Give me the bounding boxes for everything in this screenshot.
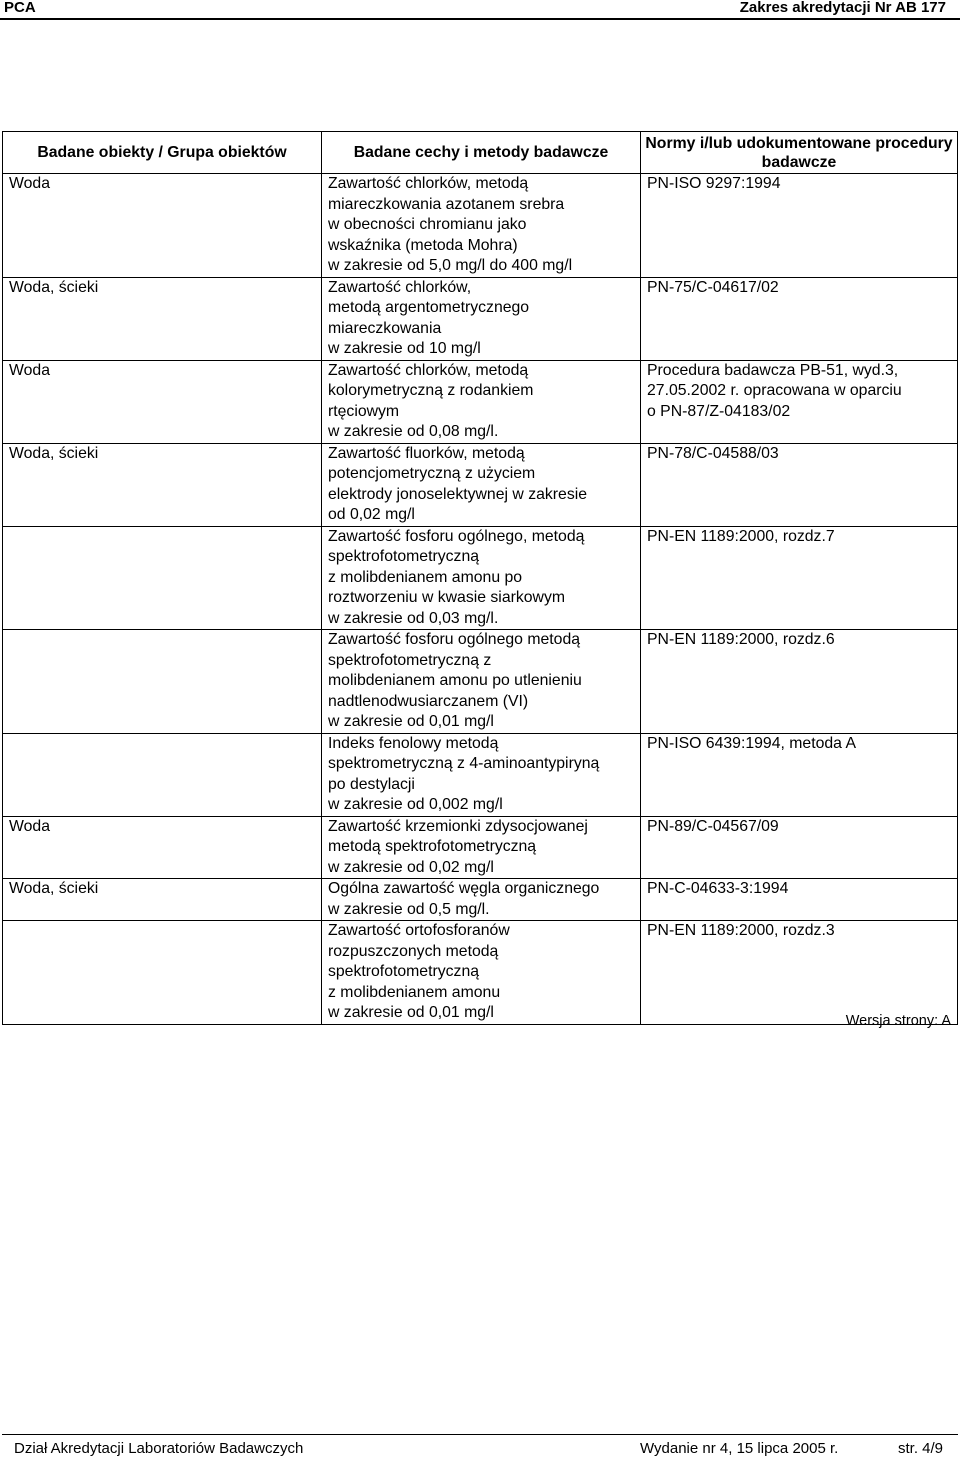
method-line: Zawartość chlorków, [328,278,472,296]
method-line: z molibdenianem amonu [328,983,501,1001]
method-line: Zawartość chlorków, metodą [328,175,529,192]
page-header [0,0,960,20]
method-line: Zawartość fosforu ogólnego, metodą [328,527,585,545]
header-org: PCA [4,0,36,16]
norm-line: PN-78/C-04588/03 [647,444,779,462]
method-cell [322,733,641,816]
method-line: od 0,02 mg/l [328,506,415,523]
norm-cell [641,921,958,1025]
norm-line: PN-ISO 9297:1994 [647,175,781,192]
object-cell: Woda [3,174,322,278]
column-header-methods: Badane cechy i metody badawcze [322,132,641,174]
method-cell [322,443,641,526]
method-line: w zakresie od 0,01 mg/l [328,713,494,730]
object-cell [3,921,322,1025]
method-cell [322,921,641,1025]
method-cell [322,816,641,879]
table-row [3,733,958,816]
method-cell [322,277,641,360]
table-row [3,277,958,360]
method-line: Zawartość fluorków, metodą [328,444,525,462]
table-row [3,360,958,443]
object-cell [3,526,322,630]
norm-line: PN-C-04633-3:1994 [647,880,789,897]
table-row [3,879,958,921]
method-cell [322,360,641,443]
method-cell [322,526,641,630]
norm-line: PN-89/C-04567/09 [647,817,779,835]
norm-line: PN-EN 1189:2000, rozdz.7 [647,527,835,545]
method-line: wskaźnika (metoda Mohra) [328,236,518,254]
method-line: po destylacji [328,775,415,793]
method-line: miareczkowania azotanem srebra [328,195,565,213]
norm-cell [641,174,958,278]
method-line: metodą spektrofotometryczną [328,838,537,855]
object-cell [3,630,322,734]
method-line: spektrofotometryczną [328,963,480,980]
method-line: z molibdenianem amonu po [328,568,523,586]
method-line: rtęciowym [328,402,400,420]
method-line: w zakresie od 10 mg/l [328,340,481,357]
method-line: w zakresie od 0,08 mg/l. [328,423,499,440]
method-line: Zawartość krzemionki zdysocjowanej [328,817,588,835]
object-cell [3,733,322,816]
method-cell [322,174,641,278]
footer-edition: Wydanie nr 4, 15 lipca 2005 r. [640,1440,839,1457]
column-header-objects: Badane obiekty / Grupa obiektów [3,132,322,174]
accreditation-table [2,131,958,1025]
header-title: Zakres akredytacji Nr AB 177 [739,0,946,16]
method-line: Zawartość fosforu ogólnego metodą [328,631,581,648]
method-line: w obecności chromianu jako [328,216,527,233]
method-line: Ogólna zawartość węgla organicznego [328,880,600,897]
method-line: elektrody jonoselektywnej w zakresie [328,485,588,503]
norm-cell [641,879,958,921]
method-line: kolorymetryczną z rodankiem [328,382,534,399]
footer-page-number: str. 4/9 [898,1440,944,1457]
column-header-norms: Normy i/lub udokumentowane procedury badawcze [641,132,958,174]
norm-cell [641,526,958,630]
method-cell [322,879,641,921]
method-line: potencjometryczną z użyciem [328,465,536,482]
method-cell [322,630,641,734]
method-line: miareczkowania [328,319,442,337]
norm-cell [641,277,958,360]
norm-line: o PN-87/Z-04183/02 [647,402,791,420]
footer-department: Dział Akredytacji Laboratoriów Badawczych [14,1440,304,1457]
table-header-row [3,132,958,174]
method-line: Zawartość ortofosforanów [328,922,510,939]
norm-line: Procedura badawcza PB-51, wyd.3, [647,361,899,379]
norm-line: PN-EN 1189:2000, rozdz.3 [647,922,835,939]
norm-cell [641,360,958,443]
norm-line: PN-EN 1189:2000, rozdz.6 [647,631,835,648]
norm-cell [641,816,958,879]
method-line: Indeks fenolowy metodą [328,734,499,752]
footer-divider [2,1434,958,1435]
method-line: spektrofotometryczną z [328,651,492,669]
method-line: molibdenianem amonu po utlenieniu [328,672,582,689]
table-row [3,630,958,734]
method-line: spektrofotometryczną [328,548,480,565]
object-cell: Woda, ścieki [3,443,322,526]
table-body [3,174,958,1025]
method-line: nadtlenodwusiarczanem (VI) [328,692,529,710]
object-cell: Woda [3,360,322,443]
object-cell: Woda, ścieki [3,879,322,921]
table-row [3,816,958,879]
norm-line: PN-ISO 6439:1994, metoda A [647,734,857,752]
norm-cell [641,443,958,526]
method-line: w zakresie od 0,01 mg/l [328,1004,494,1021]
method-line: roztworzeniu w kwasie siarkowym [328,589,566,606]
method-line: spektrometryczną z 4-aminoantypiryną [328,755,600,772]
object-cell: Woda [3,816,322,879]
table-row [3,443,958,526]
norm-cell [641,733,958,816]
norm-cell [641,630,958,734]
method-line: w zakresie od 0,002 mg/l [328,796,503,813]
norm-line: 27.05.2002 r. opracowana w oparciu [647,382,902,399]
method-line: rozpuszczonych metodą [328,942,499,960]
page-version: Wersja strony: A [845,1013,951,1029]
method-line: w zakresie od 0,5 mg/l. [328,900,490,918]
table-row [3,526,958,630]
method-line: metodą argentometrycznego [328,299,530,316]
table-row [3,921,958,1025]
object-cell: Woda, ścieki [3,277,322,360]
method-line: w zakresie od 5,0 mg/l do 400 mg/l [328,257,573,274]
method-line: w zakresie od 0,03 mg/l. [328,609,499,627]
method-line: Zawartość chlorków, metodą [328,361,529,379]
table-row [3,174,958,278]
norm-line: PN-75/C-04617/02 [647,278,779,296]
method-line: w zakresie od 0,02 mg/l [328,858,494,876]
